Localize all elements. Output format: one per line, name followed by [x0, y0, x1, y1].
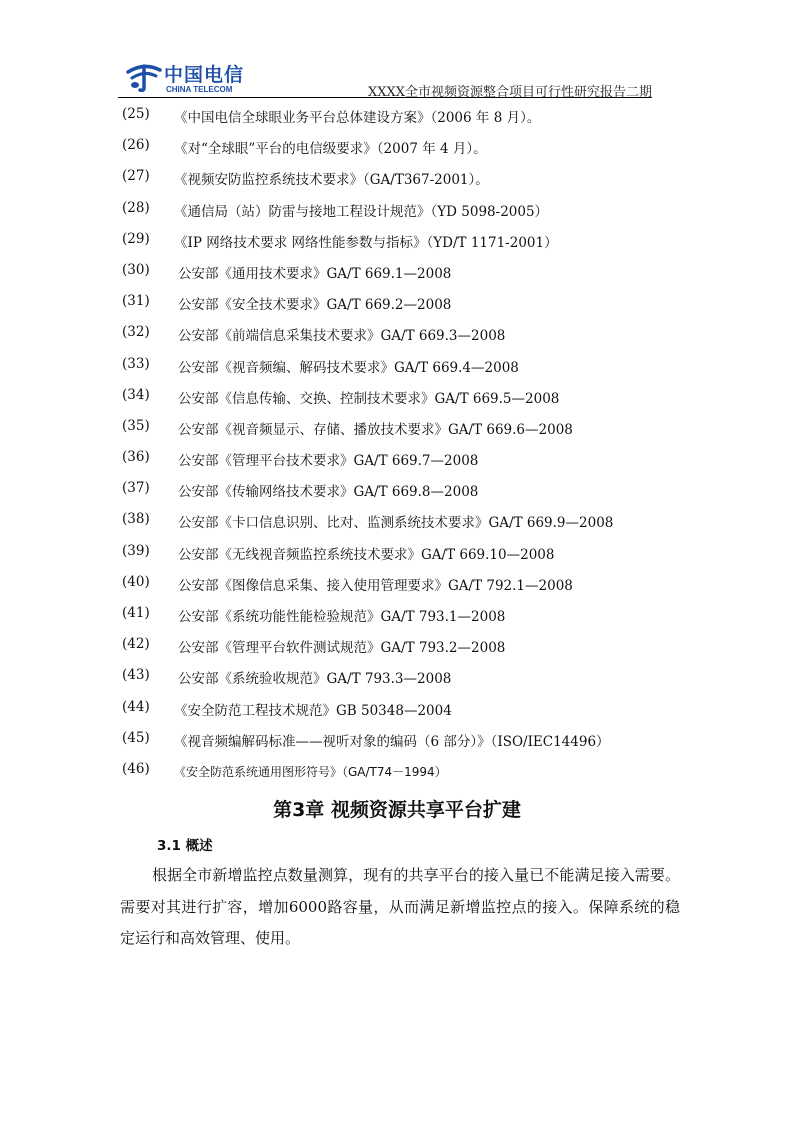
reference-item [122, 572, 682, 603]
reference-number: (25) [122, 106, 150, 122]
reference-item [122, 509, 682, 540]
reference-number: (31) [122, 293, 150, 310]
reference-item [122, 603, 682, 634]
reference-item [122, 291, 682, 322]
reference-number: (36) [122, 449, 150, 466]
reference-text: 《中国电信全球眼业务平台总体建设方案》（2006 年 8 月）。 [174, 110, 541, 126]
reference-text: 公安部《卡口信息识别、比对、监测系统技术要求》GA/T 669.9—2008 [178, 515, 614, 532]
reference-text: 《视音频编解码标准——视听对象的编码（6 部分）》（ISO/IEC14496） [174, 733, 610, 750]
reference-number: (27) [122, 168, 150, 185]
reference-number: (30) [122, 261, 150, 278]
reference-number: (34) [122, 386, 150, 403]
reference-item [122, 634, 682, 665]
reference-text: 公安部《无线视音频监控系统技术要求》GA/T 669.10—2008 [178, 546, 555, 563]
reference-list [122, 104, 682, 790]
reference-text: 公安部《系统验收规范》GA/T 793.3—2008 [178, 671, 452, 688]
reference-number: (32) [122, 324, 150, 341]
reference-text: 公安部《信息传输、交换、控制技术要求》GA/T 669.5—2008 [178, 390, 560, 407]
reference-text: 《对“全球眼”平台的电信级要求》（2007 年 4 月）。 [174, 141, 487, 158]
reference-text: 公安部《管理平台技术要求》GA/T 669.7—2008 [178, 453, 479, 470]
reference-item [122, 541, 682, 572]
reference-item [122, 478, 682, 509]
header-divider [118, 97, 652, 98]
reference-item [122, 166, 682, 197]
reference-text: 《通信局（站）防雷与接地工程设计规范》（YD 5098-2005） [174, 203, 549, 220]
reference-number: (43) [122, 667, 150, 684]
reference-text: 公安部《通用技术要求》GA/T 669.1—2008 [178, 265, 452, 282]
body-paragraph: 根据全市新增监控点数量测算，现有的共享平台的接入量已不能满足接入需要。需要对其进行扩容，增加6000路容量，从而满足新增监控点的接入。保障系统的稳定运行和高效管理、使用。 [120, 866, 680, 947]
reference-text: 《IP 网络技术要求 网络性能参数与指标》（YD/T 1171-2001） [174, 234, 558, 251]
reference-number: (46) [122, 760, 150, 777]
reference-item [122, 416, 682, 447]
reference-text: 公安部《管理平台软件测试规范》GA/T 793.2—2008 [178, 640, 506, 657]
reference-item [122, 385, 682, 416]
reference-item [122, 104, 682, 135]
china-telecom-logo [124, 58, 254, 96]
reference-text: 《安全防范系统通用图形符号》（GA/T74－1994） [174, 764, 447, 779]
page-header [118, 54, 652, 98]
reference-item [122, 447, 682, 478]
reference-number: (29) [122, 230, 150, 247]
reference-item [122, 135, 682, 166]
document-title: XXXX全市视频资源整合项目可行性研究报告二期 [367, 85, 652, 100]
reference-text: 公安部《传输网络技术要求》GA/T 669.8—2008 [178, 484, 479, 501]
reference-number: (42) [122, 636, 150, 653]
reference-number: (35) [122, 417, 150, 434]
reference-number: (37) [122, 480, 150, 497]
chapter-heading: 第3章 视频资源共享平台扩建 [273, 799, 521, 821]
reference-text: 公安部《安全技术要求》GA/T 669.2—2008 [178, 297, 452, 314]
section-heading: 3.1 概述 [157, 838, 213, 854]
reference-text: 公安部《前端信息采集技术要求》GA/T 669.3—2008 [178, 328, 506, 345]
reference-text: 《视频安防监控系统技术要求》（GA/T367-2001）。 [174, 172, 489, 189]
reference-text: 公安部《视音频编、解码技术要求》GA/T 669.4—2008 [178, 359, 519, 376]
reference-number: (45) [122, 729, 150, 746]
logo-text-cn: 中国电信 [164, 64, 245, 86]
reference-number: (28) [122, 199, 150, 216]
reference-item [122, 665, 682, 696]
reference-item [122, 728, 682, 759]
reference-number: (40) [122, 573, 150, 590]
logo-text-en: CHINA TELECOM [166, 85, 233, 94]
reference-item [122, 198, 682, 229]
reference-number: (44) [122, 698, 150, 715]
reference-item [122, 229, 682, 260]
china-telecom-logo-icon [124, 58, 164, 92]
reference-number: (38) [122, 511, 150, 528]
reference-number: (39) [122, 542, 150, 559]
reference-item [122, 260, 682, 291]
reference-item [122, 354, 682, 385]
reference-number: (33) [122, 355, 150, 372]
reference-text: 《安全防范工程技术规范》GB 50348—2004 [174, 702, 452, 719]
reference-text: 公安部《系统功能性能检验规范》GA/T 793.1—2008 [178, 609, 506, 625]
reference-item [122, 697, 682, 728]
reference-number: (41) [122, 605, 150, 621]
reference-text: 公安部《图像信息采集、接入使用管理要求》GA/T 792.1—2008 [178, 577, 573, 594]
reference-number: (26) [122, 137, 150, 154]
reference-item [122, 759, 682, 790]
reference-text: 公安部《视音频显示、存储、播放技术要求》GA/T 669.6—2008 [178, 421, 573, 438]
reference-item [122, 322, 682, 353]
